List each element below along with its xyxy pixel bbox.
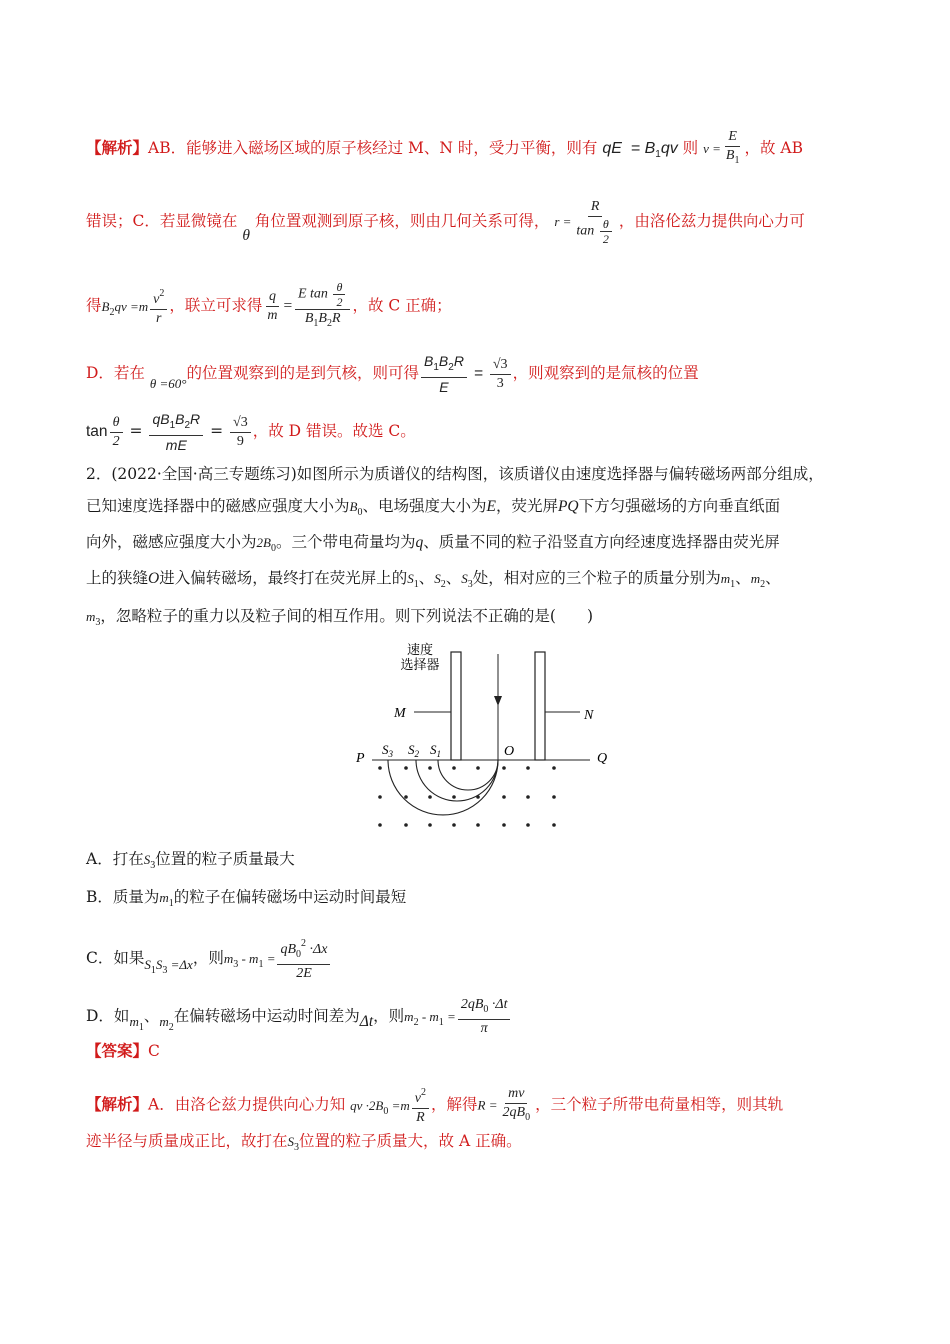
option-d: D．如$_{m_1}$、$_{m_2}$在偏转磁场中运动时间差为Δt，则$m_2 - m_1$ = $\frac{2qB_0 \cdot\Delta t}{\pi}$ (86, 996, 512, 1038)
question-text: 、电场强度大小为 (362, 497, 487, 515)
analysis-text: A．由洛仑兹力提供向心力知 (148, 1095, 346, 1114)
analysis-text: ，由洛伦兹力提供向心力可 (618, 212, 805, 230)
theta-symbol: θ (242, 227, 250, 244)
question-text: 处，相对应的三个粒子的质量分别为 (472, 569, 721, 587)
answer-label: 【答案】 (86, 1041, 149, 1060)
fraction-option-d: $\frac{2qB_0 \cdot\Delta t}{\pi}$ (458, 996, 511, 1038)
analysis-text: 迹半径与质量成正比，故打在 (86, 1132, 288, 1150)
fraction-qb1b2r-me: $\frac{qB_1B_2R}{mE}$ (149, 410, 203, 454)
analysis-text: 则 (682, 139, 699, 157)
question-text: 进入偏转磁场，最终打在荧光屏上的 (159, 569, 408, 587)
analysis-line-4: D．若在 $_{\theta =60^\circ}$的位置观察到的是到氕核，则可得 $\frac{B_1B_2R}{E}$ = $\frac{√3}{3}$ ，则观察到的是氚核的位置 (86, 353, 699, 395)
analysis-text: D．若在 (86, 364, 145, 382)
question-2-line-5: $m_3$，忽略粒子的重力以及粒子间的相互作用。则下列说法不正确的是( ) (86, 607, 593, 628)
analysis-text: ，故 AB (744, 139, 803, 157)
fraction-sqrt3-3: $\frac{√3}{3}$ (490, 356, 511, 393)
option-text: 在偏转磁场中运动时间差为 (173, 1007, 360, 1025)
option-text: ，则 (373, 1007, 405, 1025)
analysis-text: AB．能够进入磁场区域的原子核经过 M、N 时，受力平衡，则有 (148, 139, 598, 157)
option-a: A．打在$S_3$位置的粒子质量最大 (86, 850, 295, 871)
analysis-text: 的位置观察到的是到氕核，则可得 (186, 364, 419, 382)
magnetic-field-dots (378, 766, 556, 827)
label-n: N (584, 708, 594, 723)
beam-arrow (494, 696, 502, 706)
label-o: O (504, 744, 515, 759)
analysis-text: ，故 C 正确； (352, 296, 452, 315)
fraction-mv-2qb0: $\frac{mv}{2qB_0}$ (502, 1085, 531, 1123)
analysis-text: ，则观察到的是氚核的位置 (512, 364, 699, 382)
analysis-label: 【解析】 (86, 138, 149, 157)
option-c: C．如果$_{S_1S_3 =\Delta x}$，则$m_3 - m_1$ = $\frac{qB_0^2 \cdot\Delta x}{2E}$ (86, 935, 332, 983)
question-text: 上的狭缝 (86, 569, 149, 587)
formula-lorentz: $B_2qv =m$ (101, 298, 149, 318)
analysis2-line-2: 迹半径与质量成正比，故打在$S_3$位置的粒子质量大，故 A 正确。 (86, 1132, 522, 1153)
fraction-sqrt3-9: $\frac{√3}{9}$ (230, 414, 251, 451)
answer-line (86, 1040, 160, 1062)
question-text: 。三个带电荷量均为 (275, 533, 416, 551)
fraction-q-m: $\frac{q}{m}$ (267, 289, 278, 323)
option-text: B．质量为 (86, 888, 160, 906)
fraction-theta-2: $\frac{\theta}{2}$ (110, 414, 123, 451)
question-2-line-4: 上的狭缝O进入偏转磁场，最终打在荧光屏上的$S_1$、$S_2$、$S_3$处，相对应的三个粒子的质量分别为$m_1$、$m_2$、 (86, 569, 781, 590)
fraction-option-c: $\frac{qB_0^2 \cdot\Delta x}{2E}$ (277, 935, 330, 983)
theta-60: θ =60° (149, 376, 187, 391)
question-2-line-2: 已知速度选择器中的磁感应强度大小为$B_0$、电场强度大小为E，荧光屏PQ下方匀强磁场的方向垂直纸面 (86, 497, 781, 518)
label-s2: $S_2$ (408, 742, 419, 759)
fraction-result: E tan $\frac{\theta}{2}$ $B_1B_2R$ (295, 280, 350, 333)
fraction-r-tan: R tan $\frac{\theta}{2}$ (573, 198, 616, 246)
question-text: ，忽略粒子的重力以及粒子间的相互作用。则下列说法不正确的是( ) (100, 607, 593, 625)
option-text: 的粒子在偏转磁场中运动时间最短 (173, 888, 407, 906)
analysis-text: ，联立可求得 (169, 296, 263, 315)
option-text: ，则 (192, 949, 224, 967)
formula-force-balance: qE = $B_1qv$ (602, 140, 678, 160)
label-s1: $S_1$ (430, 742, 441, 759)
analysis-text: ，解得 (431, 1095, 478, 1114)
analysis-text: ，三个粒子所带电荷量相等，则其轨 (535, 1095, 784, 1114)
left-plate (451, 652, 461, 760)
question-2-line-1: 2．(2022·全国·高三专题练习)如图所示为质谱仪的结构图，该质谱仪由速度选择器与偏转磁场两部分组成， (86, 465, 824, 483)
fraction-v2-r: $\frac{v^2}{r}$ (150, 285, 167, 328)
fraction-v2-r2: $\frac{v^2}{R}$ (412, 1084, 429, 1127)
formula-tan: tan (86, 423, 108, 440)
analysis-text: 错误；C．若显微镜在 (86, 212, 238, 230)
option-text: D．如 (86, 1007, 130, 1025)
formula-v: v = (703, 141, 721, 156)
label-s3: $S_3$ (382, 742, 393, 759)
right-plate (535, 652, 545, 760)
option-text: 位置的粒子质量最大 (155, 850, 295, 868)
mass-spectrometer-figure (350, 640, 610, 835)
question-text: 下方匀强磁场的方向垂直纸面 (578, 497, 781, 515)
selector-label-1: 速度 (406, 642, 434, 657)
option-text: C．如果 (86, 949, 145, 967)
analysis2-line-1: 【解析】A．由洛仑兹力提供向心力知 qv $\cdot 2B_0 =m$ $\frac{v^2}{R}$ ，解得R = $\frac{mv}{2qB_0}$ ，三个粒子所带电荷量相等，则其轨 (86, 1085, 784, 1125)
option-b: B．质量为$m_1$的粒子在偏转磁场中运动时间最短 (86, 888, 407, 909)
label-q: Q (597, 751, 608, 766)
label-m: M (394, 706, 406, 721)
analysis-line-3: 得$B_2qv =m$ $\frac{v^2}{r}$ ，联立可求得 $\frac{q}{m}$ = E tan $\frac{\theta}{2}$ $B_1B_2R$ ，故 C 正确； (86, 280, 452, 333)
fraction-e-b1: $\frac{E}{B_1}$ (725, 129, 740, 166)
question-text: 向外，磁感应强度大小为 (86, 533, 257, 551)
analysis-line-1 (86, 128, 803, 170)
question-text: 已知速度选择器中的磁感应强度大小为 (86, 497, 350, 515)
analysis-text: 得 (86, 296, 102, 315)
analysis-text: ，故 D 错误。故选 C。 (252, 422, 416, 440)
option-text: A．打在 (86, 850, 144, 868)
analysis2-label: 【解析】 (86, 1094, 149, 1114)
formula-qv2b0: qv $\cdot 2B_0 =m$ (350, 1097, 410, 1117)
label-p: P (356, 751, 365, 766)
answer-value: C (148, 1042, 160, 1060)
analysis-text: 角位置观测到原子核，则由几何关系可得， (254, 212, 550, 230)
formula-r: r = (554, 214, 572, 229)
question-text: ，荧光屏 (495, 497, 558, 515)
fraction-b1b2r-e: $\frac{B_1B_2R}{E}$ (421, 352, 467, 396)
analysis-line-5: tan $\frac{\theta}{2}$ = $\frac{qB_1B_2R}{mE}$ = $\frac{√3}{9}$ ，故 D 错误。故选 C。 (86, 411, 416, 453)
analysis-text: 位置的粒子质量大，故 A 正确。 (299, 1132, 522, 1150)
analysis-line-2 (86, 198, 805, 246)
question-2-line-3: 向外，磁感应强度大小为$2B_0$。三个带电荷量均为q、质量不同的粒子沿竖直方向经速度选择器由荧光屏 (86, 533, 780, 554)
question-text: 、质量不同的粒子沿竖直方向经速度选择器由荧光屏 (423, 533, 780, 551)
selector-label-2: 选择器 (400, 657, 440, 672)
